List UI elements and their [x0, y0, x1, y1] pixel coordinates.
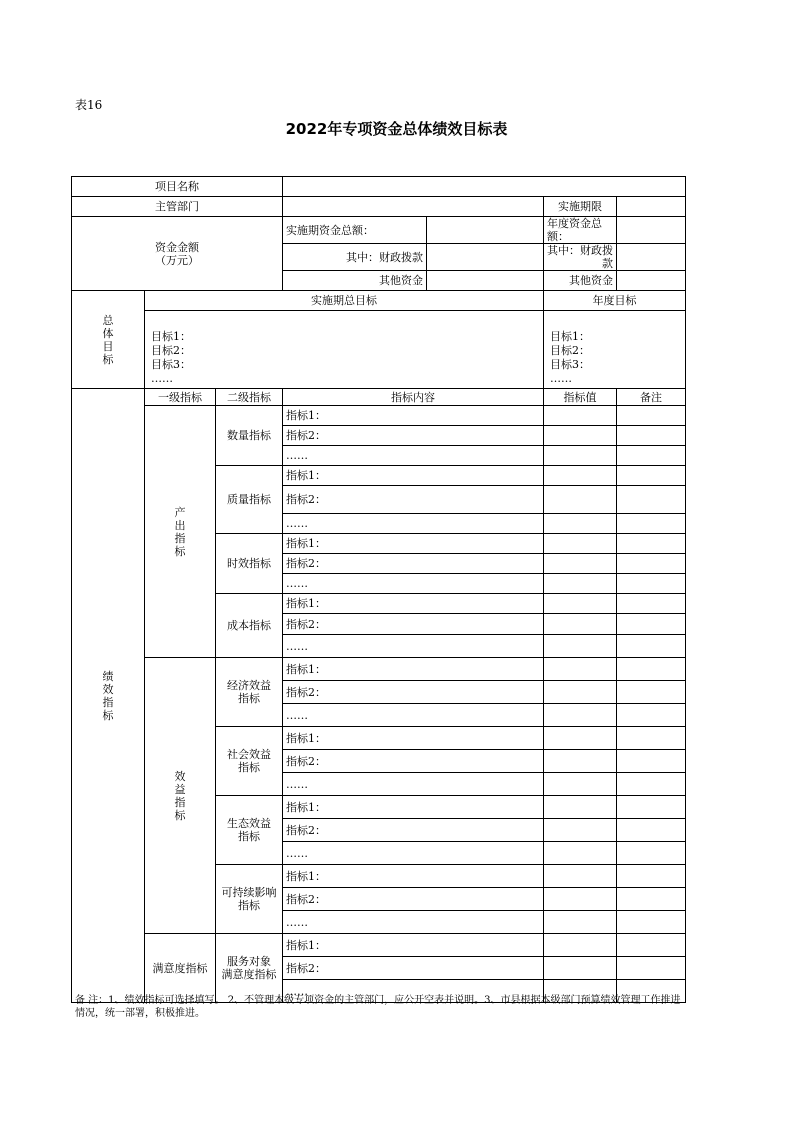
indicator-item[interactable]: 指标2： [283, 426, 544, 446]
value-cell[interactable] [544, 865, 617, 888]
indicator-item[interactable]: …… [283, 980, 544, 1003]
content-header: 指标内容 [283, 389, 544, 406]
benefit-indicator-label: 效 益 指 标 [145, 658, 216, 934]
remark-cell[interactable] [617, 727, 686, 750]
value-cell[interactable] [544, 704, 617, 727]
row-overall-header [72, 291, 686, 311]
remark-cell[interactable] [617, 594, 686, 614]
value-cell[interactable] [544, 534, 617, 554]
value-cell[interactable] [544, 466, 617, 486]
value-cell[interactable] [544, 514, 617, 534]
table-row [72, 934, 686, 957]
remark-cell[interactable] [617, 704, 686, 727]
social-benefit-label: 社会效益 指标 [216, 727, 283, 796]
remark-cell[interactable] [617, 446, 686, 466]
remark-cell[interactable] [617, 750, 686, 773]
satisfaction-indicator-label: 满意度指标 [145, 934, 216, 1003]
value-cell[interactable] [544, 554, 617, 574]
impl-goal-header: 实施期总目标 [145, 291, 544, 311]
remark-cell[interactable] [617, 865, 686, 888]
remark-cell[interactable] [617, 796, 686, 819]
indicator-item[interactable]: …… [283, 773, 544, 796]
value-cell[interactable] [544, 614, 617, 635]
row-amount-total [72, 217, 686, 244]
year-total-cell[interactable] [617, 217, 686, 244]
value-cell[interactable] [544, 888, 617, 911]
year-other-label: 其他资金 [544, 271, 617, 291]
year-goal-line: 目标3： [550, 358, 590, 371]
remark-cell[interactable] [617, 534, 686, 554]
value-cell[interactable] [544, 773, 617, 796]
quality-indicator-label: 质量指标 [216, 466, 283, 534]
value-cell[interactable] [544, 574, 617, 594]
dept-cell[interactable] [283, 197, 544, 217]
indicator-item[interactable]: …… [283, 514, 544, 534]
year-total-label: 年度资金总额： [544, 217, 617, 244]
table-number: 表16 [75, 98, 103, 112]
period-label: 实施期限 [544, 197, 617, 217]
dept-label: 主管部门 [72, 197, 283, 217]
year-goal-line: …… [550, 372, 572, 385]
indicator-item[interactable]: 指标2： [283, 614, 544, 635]
indicator-item[interactable]: …… [283, 635, 544, 658]
impl-goals-cell[interactable] [145, 311, 544, 389]
year-other-cell[interactable] [617, 271, 686, 291]
year-goals-cell[interactable] [544, 311, 686, 389]
indicator-item[interactable]: 指标1： [283, 865, 544, 888]
indicator-item[interactable]: 指标2： [283, 554, 544, 574]
sustainable-impact-label: 可持续影响 指标 [216, 865, 283, 934]
remark-cell[interactable] [617, 658, 686, 681]
indicator-item[interactable]: 指标2： [283, 486, 544, 514]
remark-cell[interactable] [617, 773, 686, 796]
quantity-indicator-label: 数量指标 [216, 406, 283, 466]
indicator-item[interactable]: …… [283, 574, 544, 594]
remark-cell[interactable] [617, 514, 686, 534]
row-project-name [72, 177, 686, 197]
level1-header: 一级指标 [145, 389, 216, 406]
impl-other-label: 其他资金 [283, 271, 427, 291]
timeliness-indicator-label: 时效指标 [216, 534, 283, 594]
value-cell[interactable] [544, 842, 617, 865]
indicator-item[interactable]: 指标2： [283, 750, 544, 773]
project-name-label: 项目名称 [72, 177, 283, 197]
impl-goal-line: …… [151, 372, 173, 385]
remark-cell[interactable] [617, 486, 686, 514]
remark-cell[interactable] [617, 635, 686, 658]
value-cell[interactable] [544, 750, 617, 773]
remark-cell[interactable] [617, 934, 686, 957]
indicator-item[interactable]: …… [283, 911, 544, 934]
indicator-item[interactable]: …… [283, 842, 544, 865]
amount-label: 资金金额 （万元） [72, 217, 283, 291]
remark-cell[interactable] [617, 574, 686, 594]
indicator-item[interactable]: 指标1： [283, 796, 544, 819]
year-fiscal-label: 其中：财政拨款 [544, 244, 617, 271]
remark-cell[interactable] [617, 911, 686, 934]
remark-cell[interactable] [617, 888, 686, 911]
impl-other-cell[interactable] [427, 271, 544, 291]
remark-cell[interactable] [617, 426, 686, 446]
remark-cell[interactable] [617, 957, 686, 980]
value-cell[interactable] [544, 934, 617, 957]
value-cell[interactable] [544, 727, 617, 750]
indicator-item[interactable]: 指标1： [283, 466, 544, 486]
row-overall-goals [72, 311, 686, 389]
remark-cell[interactable] [617, 681, 686, 704]
value-header: 指标值 [544, 389, 617, 406]
page-title: 2022年专项资金总体绩效目标表 [285, 120, 508, 138]
value-cell[interactable] [544, 819, 617, 842]
value-cell[interactable] [544, 446, 617, 466]
value-cell[interactable] [544, 796, 617, 819]
indicator-item[interactable]: 指标2： [283, 888, 544, 911]
impl-goal-line: 目标1： [151, 330, 191, 343]
performance-goal-table [71, 176, 686, 1003]
indicator-item[interactable]: 指标2： [283, 681, 544, 704]
year-goal-header: 年度目标 [544, 291, 686, 311]
remark-cell[interactable] [617, 614, 686, 635]
remark-header: 备注 [617, 389, 686, 406]
indicator-item[interactable]: 指标1： [283, 658, 544, 681]
value-cell[interactable] [544, 486, 617, 514]
service-satisfaction-label: 服务对象 满意度指标 [216, 934, 283, 1003]
impl-fiscal-cell[interactable] [427, 244, 544, 271]
overall-goal-label: 总 体 目 标 [72, 291, 145, 389]
value-cell[interactable] [544, 406, 617, 426]
year-goal-line: 目标1： [550, 330, 590, 343]
indicator-item[interactable]: 指标1： [283, 534, 544, 554]
output-indicator-label: 产 出 指 标 [145, 406, 216, 658]
impl-fiscal-label: 其中：财政拨款 [283, 244, 427, 271]
indicator-item[interactable]: 指标2： [283, 957, 544, 980]
indicator-item[interactable]: 指标1： [283, 406, 544, 426]
remark-cell[interactable] [617, 819, 686, 842]
year-fiscal-cell[interactable] [617, 244, 686, 271]
indicator-item[interactable]: 指标2： [283, 819, 544, 842]
indicator-item[interactable]: …… [283, 446, 544, 466]
project-name-cell[interactable] [283, 177, 686, 197]
impl-goal-line: 目标2： [151, 344, 191, 357]
value-cell[interactable] [544, 594, 617, 614]
value-cell[interactable] [544, 426, 617, 446]
ecological-benefit-label: 生态效益 指标 [216, 796, 283, 865]
indicator-item[interactable]: 指标1： [283, 934, 544, 957]
indicator-item[interactable]: 指标1： [283, 727, 544, 750]
row-dept [72, 197, 686, 217]
remark-cell[interactable] [617, 842, 686, 865]
value-cell[interactable] [544, 681, 617, 704]
economic-benefit-label: 经济效益 指标 [216, 658, 283, 727]
level2-header: 二级指标 [216, 389, 283, 406]
table-row [72, 406, 686, 426]
impl-total-label: 实施期资金总额： [283, 217, 427, 244]
perf-indicator-label: 绩 效 指 标 [72, 389, 145, 1003]
impl-goal-line: 目标3： [151, 358, 191, 371]
indicator-item[interactable]: 指标1： [283, 594, 544, 614]
impl-total-cell[interactable] [427, 217, 544, 244]
remark-cell[interactable] [617, 406, 686, 426]
row-perf-header [72, 389, 686, 406]
period-cell[interactable] [617, 197, 686, 217]
value-cell[interactable] [544, 658, 617, 681]
value-cell[interactable] [544, 635, 617, 658]
indicator-item[interactable]: …… [283, 704, 544, 727]
table-row [72, 658, 686, 681]
remark-cell[interactable] [617, 466, 686, 486]
cost-indicator-label: 成本指标 [216, 594, 283, 658]
year-goal-line: 目标2： [550, 344, 590, 357]
value-cell[interactable] [544, 911, 617, 934]
value-cell[interactable] [544, 957, 617, 980]
remark-cell[interactable] [617, 554, 686, 574]
footnote: 备 注：1、绩效指标可选择填写。 2、不管理本级专项资金的主管部门，应公开空表并说明。3、市县根据本级部门预算绩效管理工作推进情况，统一部署，积极推进。 [75, 995, 681, 1019]
